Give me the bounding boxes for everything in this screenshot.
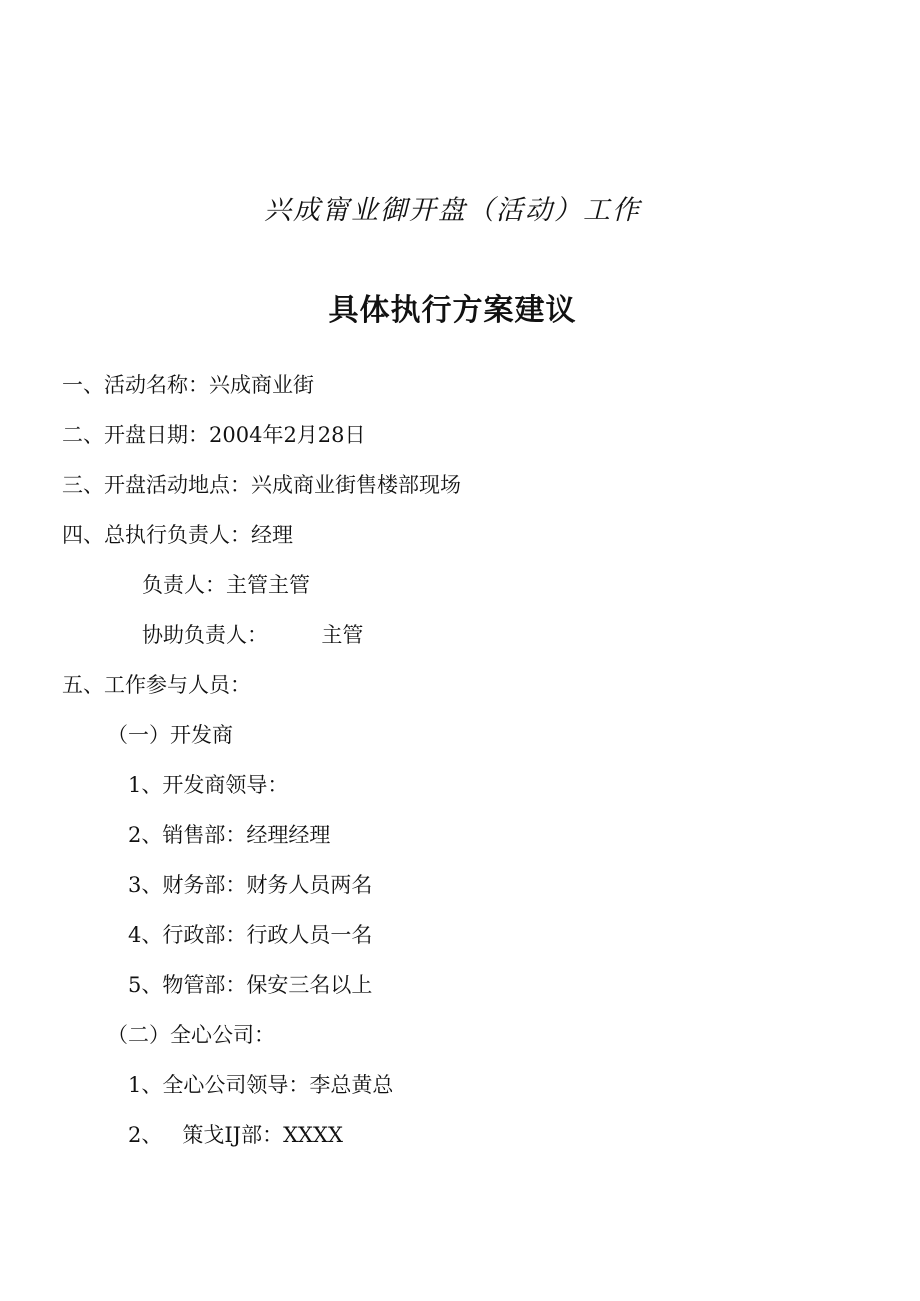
list-item-planning-dept: 2、 策戈IJ部：XXXX (128, 1123, 343, 1147)
section-activity-name: 一、活动名称：兴成商业街 (62, 373, 314, 397)
line-assistant-in-charge: 协助负责人： 主管 (142, 623, 364, 647)
list-item-property-dept: 5、物管部：保安三名以上 (128, 973, 373, 997)
section-chief-executive: 四、总执行负责人：经理 (62, 523, 293, 547)
section-activity-location: 三、开盘活动地点：兴成商业街售楼部现场 (62, 473, 461, 497)
section-participants: 五、工作参与人员： (62, 673, 251, 697)
line-person-in-charge: 负责人：主管主管 (142, 573, 310, 597)
subsection-developer: （一）开发商 (107, 723, 233, 747)
subsection-quanxin-company: （二）全心公司： (107, 1023, 275, 1047)
document-title-line-1: 兴成甯业御开盘（活动）工作 (264, 195, 641, 226)
list-item-sales-dept: 2、销售部：经理经理 (128, 823, 331, 847)
list-item-finance-dept: 3、财务部：财务人员两名 (128, 873, 373, 897)
section-opening-date: 二、开盘日期：2004年2月28日 (62, 423, 366, 447)
document-title-line-2: 具体执行方案建议 (328, 293, 577, 328)
list-item-company-leaders: 1、全心公司领导：李总黄总 (128, 1073, 394, 1097)
list-item-admin-dept: 4、行政部：行政人员一名 (128, 923, 373, 947)
list-item-developer-leaders: 1、开发商领导： (128, 773, 289, 797)
